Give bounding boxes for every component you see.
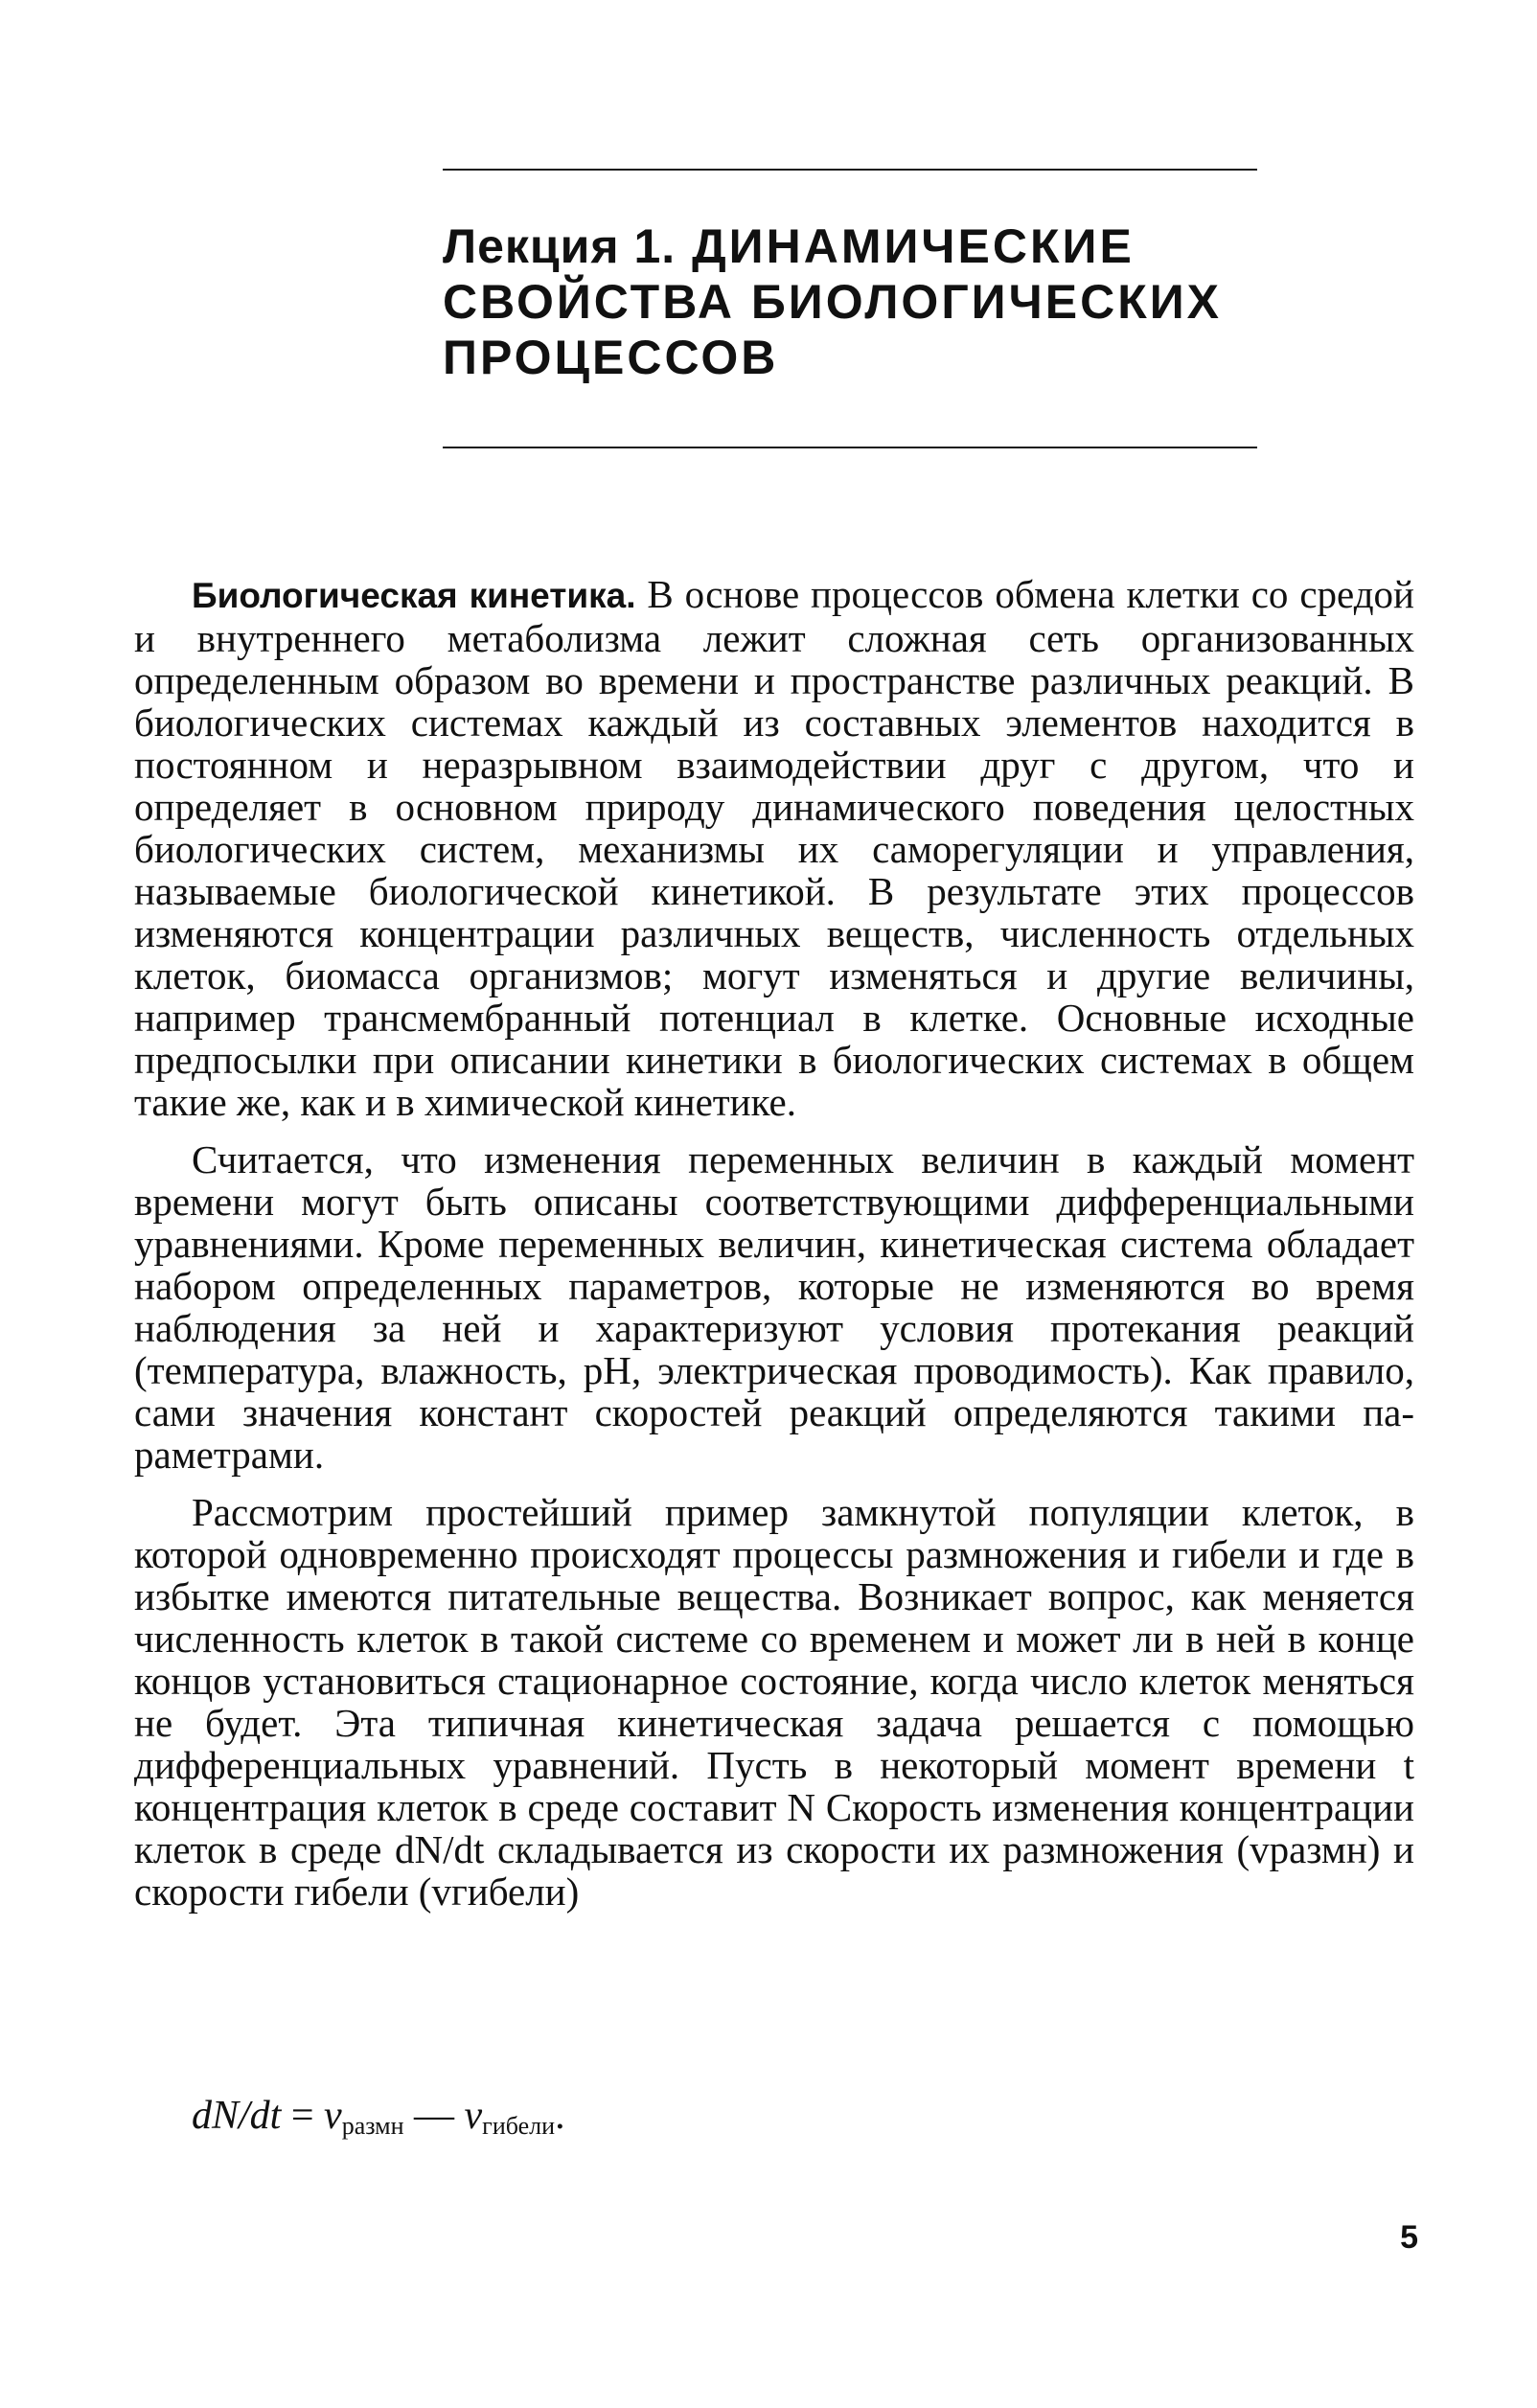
equation (192, 2093, 565, 2141)
body-text (134, 573, 1414, 1928)
paragraph-1 (134, 573, 1414, 1123)
page-number: 5 (1400, 2219, 1418, 2256)
equation-v2: v (464, 2094, 483, 2138)
title-rule-top (443, 169, 1257, 171)
paragraph-3: Рассмотрим простейший пример замкнутой популяции клеток, в которой одновременно происходят процессы размножения и гибели и где в избытке имеются питательные вещества. Возникает вопрос, как меняется численность клеток в такой системе со временем и может ли в ней в конце концов установиться стационарное состояние, когда число клеток меняться не будет. Эта типичная кинетическая задача решается с помощью дифференциальных уравнений. Пусть в некоторый момент времени t концентрация клеток в среде составит N Скорость изменения концентрации клеток в среде dN/dt складывается из скорости их размножения (vразмн) и скорости гибели (vгибели) (134, 1490, 1414, 1914)
equation-v1-subscript: размн (341, 2112, 404, 2140)
title-line-3: ПРОЦЕССОВ (443, 331, 779, 384)
title-line-2: СВОЙСТВА БИОЛОГИЧЕСКИХ (443, 275, 1222, 329)
equation-v2-subscript: гибели (482, 2112, 556, 2140)
equation-lhs: dN/dt (192, 2094, 282, 2138)
paragraph-1-text: В основе процессов обмена клетки со средой и внутреннего метаболизма лежит сложная сеть организованных определенным образом во времени и пространстве различных реакций. В биологических системах каждый из составных элементов находится в постоянном и неразрывном взаимодействии друг с другом, что и определяет в основном природу динамического поведения целостных биологических систем, механизмы их саморегуляции и управления, называемые биологической кинетикой. В результате этих процессов изменяются концентрации различных веществ, численность отдельных клеток, биомасса организмов; могут изменяться и другие величины, например трансмембранный потенциал в клетке. Основные исходные предпосылки при описании кинетики в биологических системах в общем такие же, как и в химической кинетике. (134, 572, 1414, 1124)
section-lead: Биологическая кинетика. (192, 576, 636, 615)
title-rule-bottom (443, 447, 1257, 448)
lecture-title (443, 218, 1305, 385)
title-line-1: ДИНАМИЧЕСКИЕ (692, 219, 1135, 273)
equation-end: . (555, 2094, 565, 2138)
equation-equals: = (281, 2094, 325, 2138)
lecture-label: Лекция 1. (443, 219, 677, 273)
equation-v1: v (324, 2094, 342, 2138)
equation-minus: — (403, 2094, 465, 2138)
paragraph-2: Считается, что изменения переменных величин в каждый момент времени могут быть описаны соответствующими дифференциальными уравнениями. Кроме переменных величин, кинетическая система обладает набором определенных параметров, которые не изменяются во время наблюдения за ней и характеризуют условия протекания реакций (температура, влажность, pH, электрическая проводимость). Как правило, сами значения констант скоростей реакций определяются такими параметрами. (134, 1137, 1414, 1477)
